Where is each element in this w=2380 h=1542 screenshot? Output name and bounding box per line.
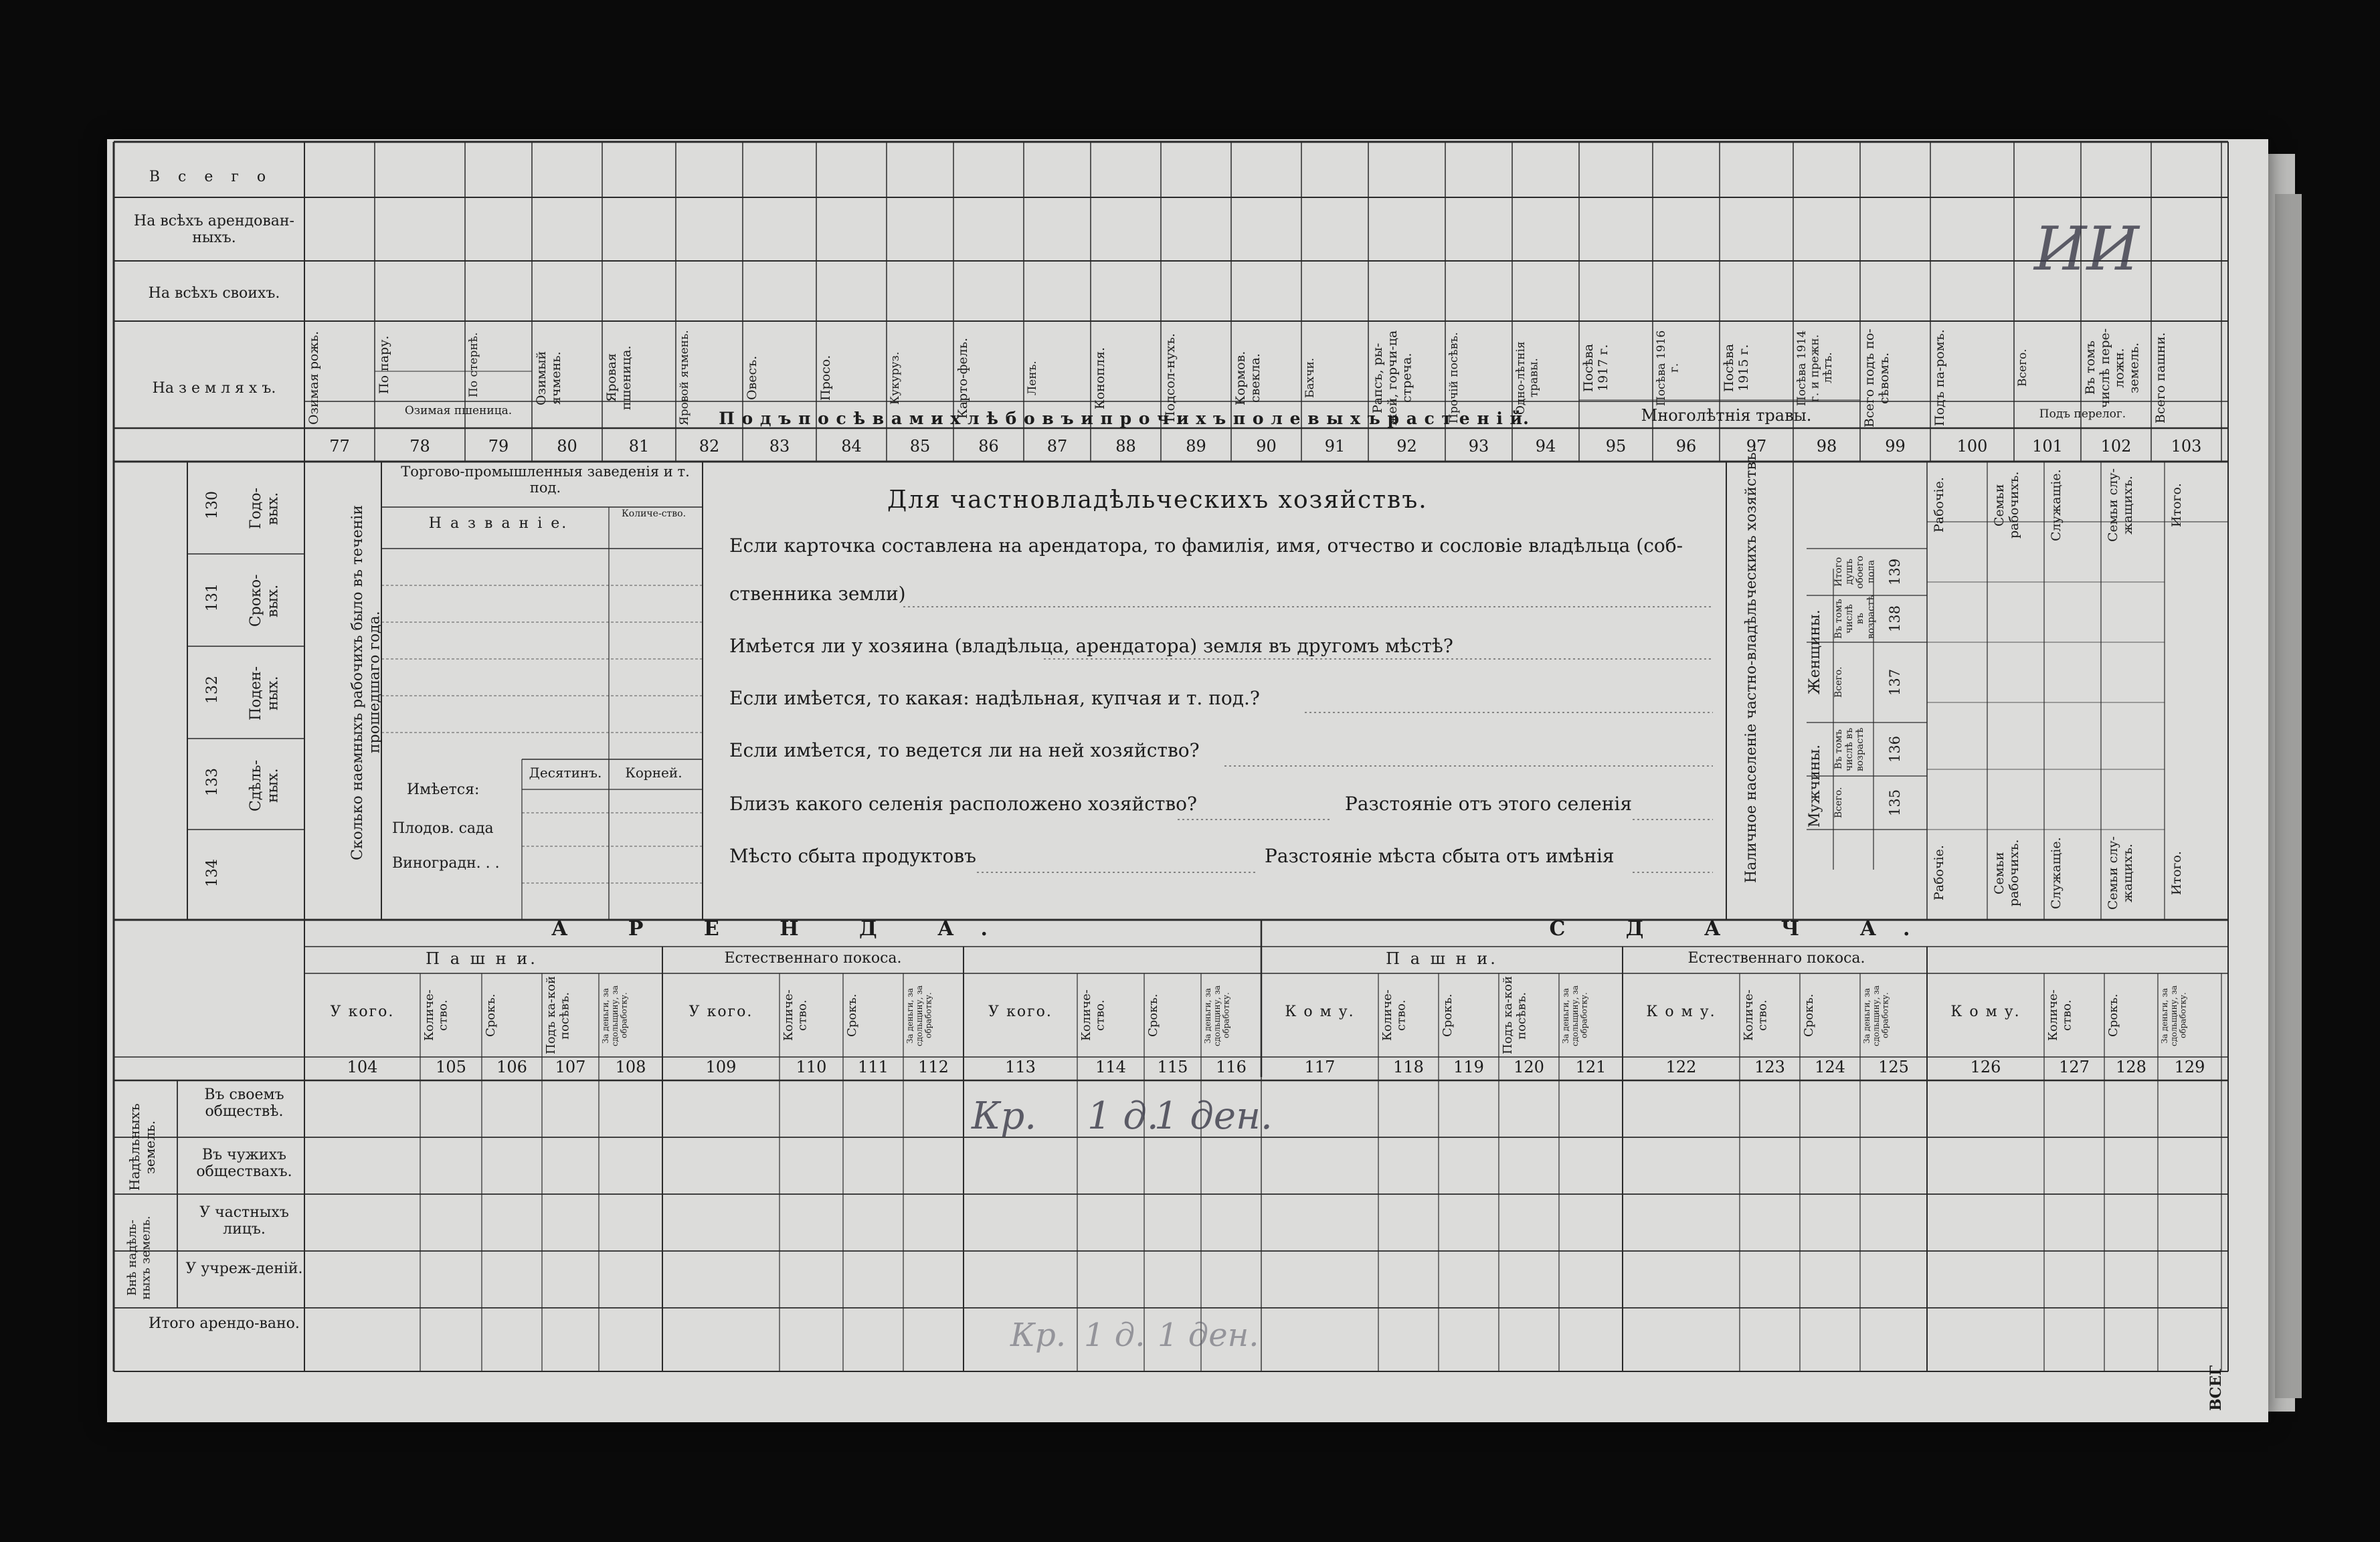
crop-number-78: 78 [409, 437, 430, 456]
workers-label-133: Сдѣль-ных. [248, 759, 282, 811]
question-other-land: Имѣется ли у хозяина (владѣльца, арендатора) земля въ другомъ мѣстѣ? [729, 635, 1453, 657]
crop-header-82: Яровой ячмень. [678, 330, 691, 426]
sdacha-header-127: Количе-ство. [2046, 989, 2074, 1042]
workers-number-134: 134 [204, 859, 221, 887]
sdacha-pokos: Естественнаго покоса. [1687, 950, 1865, 967]
question-owner-cont: ственника земли) [729, 583, 906, 605]
arenda-number-105: 105 [436, 1058, 466, 1076]
handwritten-total-term: 1 ден. [1158, 1317, 1259, 1354]
arenda-header-104: У кого. [330, 1003, 395, 1020]
handwritten-total-qty: 1 д. [1084, 1317, 1146, 1354]
crop-number-87: 87 [1046, 437, 1068, 456]
ozimaya-pshenitsa-label: Озимая пшеница. [404, 404, 513, 417]
sdacha-number-126: 126 [1970, 1058, 2001, 1076]
handwritten-corner-mark: ИИ [2034, 214, 2139, 284]
crop-number-80: 80 [557, 437, 577, 456]
sdacha-header-119: Срокъ. [1441, 993, 1455, 1038]
crop-number-83: 83 [769, 437, 790, 456]
crop-header-86: Карто-фель. [955, 337, 970, 419]
crop-header-87: Ленъ. [1026, 361, 1039, 395]
handwritten-term: 1 ден. [1154, 1094, 1273, 1138]
crop-header-77: Озимая рожь. [306, 330, 321, 425]
arenda-header-106: Срокъ. [484, 993, 498, 1038]
imeetsya-label: Имѣется: [407, 781, 480, 798]
arenda-number-115: 115 [1157, 1058, 1188, 1076]
population-top-col-2: Служащiе. [2049, 469, 2064, 541]
sdacha-number-120: 120 [1514, 1058, 1544, 1076]
korney-col: Корней. [625, 765, 682, 781]
population-number-138: 138 [1887, 605, 1903, 633]
arenda-header-110: Количе-ство. [782, 989, 810, 1042]
sdacha-number-129: 129 [2174, 1058, 2205, 1076]
question-distance-village: Разстоянiе отъ этого селенiя [1345, 793, 1632, 815]
crop-header-83: Овесъ. [745, 355, 759, 401]
population-number-136: 136 [1887, 735, 1903, 763]
mnogoletnie-label: Многолѣтнiя травы. [1641, 406, 1812, 425]
population-label-139: Итого душъ обоего пола [1833, 555, 1877, 589]
arenda-number-108: 108 [615, 1058, 646, 1076]
crop-header-91: Бахчи. [1303, 357, 1317, 399]
pod-perelog-label: Подъ перелог. [2039, 407, 2126, 421]
crop-number-77: 77 [329, 437, 350, 456]
workers-number-130: 130 [204, 491, 221, 519]
crop-number-84: 84 [841, 437, 862, 456]
row-svoem: Въ своемъ обществѣ. [204, 1086, 284, 1121]
arenda-number-111: 111 [858, 1058, 889, 1076]
arenda-number-110: 110 [796, 1058, 827, 1076]
population-bottom-col-3: Семьи слу-жащихъ. [2106, 836, 2135, 910]
arenda-number-114: 114 [1095, 1058, 1126, 1076]
crop-header-80: Озимый ячмень. [534, 351, 563, 405]
sdacha-header-117: К о м у. [1285, 1003, 1355, 1020]
question-owner: Если карточка составлена на арендатора, то фамилiя, имя, отчество и сословiе владѣльца (соб- [729, 535, 1683, 557]
crop-number-101: 101 [2032, 437, 2063, 456]
sdacha-number-119: 119 [1453, 1058, 1484, 1076]
crop-header-103: Всего пашни. [2153, 332, 2168, 424]
vnenadel-label: Внѣ надѣль-ныхъ земель. [125, 1216, 153, 1300]
crop-header-95: Посѣва 1917 г. [1581, 343, 1611, 393]
population-bottom-col-0: Рабочiе. [1932, 845, 1946, 901]
crop-header-97: Посѣва 1915 г. [1722, 343, 1751, 393]
row-uchrezh: У учреж-денiй. [185, 1260, 303, 1277]
population-label-135: Всего. [1833, 787, 1844, 819]
workers-label-130: Годо-вых. [248, 487, 282, 530]
crop-header-101: Всего. [2016, 349, 2029, 387]
arenda-header-107: Подъ ка-кой посѣвъ. [544, 976, 572, 1055]
sdacha-header-118: Количе-ство. [1380, 989, 1408, 1042]
crop-header-81: Яровая пшеница. [604, 345, 634, 411]
women-label: Женщины. [1807, 609, 1823, 695]
population-title: Наличное населенiе частно-владѣльческихъ хозяйствъ. [1743, 448, 1760, 883]
trade-title: Торгово-промышленныя заведенiя и т. под. [401, 464, 690, 496]
crop-header-88: Конопля. [1093, 347, 1107, 409]
arenda-number-107: 107 [555, 1058, 586, 1076]
row-itogo: Итого арендо-вано. [149, 1315, 300, 1332]
sdacha-number-125: 125 [1878, 1058, 1909, 1076]
crop-header-78: По пару. [377, 335, 391, 394]
sdacha-number-117: 117 [1304, 1058, 1336, 1076]
sdacha-number-128: 128 [2116, 1058, 2146, 1076]
row-label-arend: На всѣхъ арендован-ныхъ. [134, 213, 294, 247]
private-title: Для частновладѣльческихъ хозяйствъ. [887, 486, 1428, 514]
crop-header-79: По стернѣ. [467, 332, 480, 397]
crop-number-97: 97 [1746, 437, 1767, 456]
men-label: Мужчины. [1807, 744, 1823, 828]
sdacha-number-127: 127 [2059, 1058, 2090, 1076]
crop-header-92: Рапсъ, ры-жей, горчи-ца стреча. [1370, 330, 1414, 426]
population-bottom-col-2: Служащiе. [2049, 837, 2064, 909]
population-label-138: Въ томъ числѣ въ возрастѣ [1833, 595, 1877, 639]
crop-number-89: 89 [1186, 437, 1206, 456]
sdacha-header-129: За деньги, за сдольщину, за обработку. [2160, 985, 2188, 1046]
crop-header-85: Кукуруз. [889, 351, 902, 405]
population-number-139: 139 [1887, 558, 1903, 586]
row-label-vsego: В с е г о [149, 169, 273, 185]
arenda-number-113: 113 [1005, 1058, 1036, 1076]
crop-number-92: 92 [1396, 437, 1417, 456]
sdacha-number-118: 118 [1393, 1058, 1424, 1076]
arenda-header-111: Срокъ. [845, 993, 859, 1038]
sdacha-header-125: За деньги, за сдольщину, за обработку. [1862, 985, 1890, 1046]
population-number-135: 135 [1887, 789, 1903, 817]
handwritten-total-kr: Кр. [1010, 1317, 1067, 1354]
crop-number-88: 88 [1115, 437, 1136, 456]
workers-number-133: 133 [204, 768, 221, 796]
question-village: Близъ какого селенiя расположено хозяйство? [729, 793, 1198, 815]
arenda-header-116: За деньги, за сдольщину, за обработку. [1203, 985, 1231, 1046]
workers-number-131: 131 [204, 583, 221, 611]
crop-number-95: 95 [1605, 437, 1627, 456]
crop-header-102: Въ томъ числѣ пере-ложн. земель. [2083, 328, 2142, 408]
sdacha-header-122: К о м у. [1646, 1003, 1716, 1020]
sdacha-header-128: Срокъ. [2106, 993, 2120, 1038]
handwritten-qty: 1 д. [1087, 1094, 1159, 1138]
sdacha-pashni: П а ш н и. [1386, 949, 1498, 968]
question-distance-market: Разстоянiе мѣста сбыта отъ имѣнiя [1265, 845, 1615, 867]
population-label-136: Въ томъ числѣ въ возрастѣ [1833, 727, 1866, 771]
crop-number-82: 82 [699, 437, 720, 456]
arenda-header-114: Количе-ство. [1079, 989, 1107, 1042]
crop-header-98: Посѣва 1914 г. и прежн. лѣтъ. [1795, 330, 1835, 406]
handwritten-kr: Кр. [972, 1094, 1036, 1138]
arenda-title: А Р Е Н Д А. [551, 917, 1014, 941]
crop-number-85: 85 [909, 437, 931, 456]
arenda-header-115: Срокъ. [1146, 993, 1160, 1038]
row-label-na-zemlyakh: На з е м л я х ъ. [152, 380, 276, 397]
sdacha-header-126: К о м у. [1950, 1003, 2021, 1020]
population-bottom-col-1: Семьи рабочихъ. [1992, 839, 2021, 907]
population-number-137: 137 [1887, 668, 1903, 696]
population-top-col-3: Семьи слу-жащихъ. [2106, 468, 2135, 542]
arenda-pashni: П а ш н и. [426, 949, 538, 968]
pod-posevami-band: П о д ъ п о с ѣ в а м и х л ѣ б о в ъ и п р о ч и х ъ п о л е в ы х ъ р а с т е н i й. [719, 409, 1530, 428]
sdacha-number-123: 123 [1754, 1058, 1785, 1076]
crop-number-96: 96 [1675, 437, 1697, 456]
crop-header-93: Прочiй посѣвъ. [1447, 332, 1461, 424]
arenda-number-116: 116 [1216, 1058, 1247, 1076]
crop-number-90: 90 [1256, 437, 1277, 456]
vinograd-label: Виноградн. . . [392, 855, 500, 872]
crop-number-94: 94 [1535, 437, 1556, 456]
sdacha-title: С Д А Ч А. [1549, 917, 1937, 941]
question-market: Мѣсто сбыта продуктовъ [729, 845, 976, 867]
row-label-svoikh: На всѣхъ своихъ. [148, 285, 280, 302]
crop-header-100: Подъ па-ромъ. [1932, 329, 1947, 427]
question-farming: Если имѣется, то ведется ли на ней хозяйство? [729, 739, 1200, 761]
nadelnykh-label: Надѣльныхъ земель. [126, 1103, 158, 1191]
arenda-number-106: 106 [496, 1058, 527, 1076]
population-top-col-0: Рабочiе. [1932, 477, 1946, 533]
row-chastnykh: У частныхъ лицъ. [199, 1204, 289, 1238]
question-land-type: Если имѣется, то какая: надѣльная, купчая и т. под.? [729, 687, 1260, 709]
crop-header-96: Посѣва 1916 г. [1655, 330, 1681, 406]
workers-label-132: Поден-ных. [248, 666, 282, 720]
arenda-number-104: 104 [347, 1058, 378, 1076]
population-label-137: Всего. [1833, 666, 1844, 698]
sdacha-header-124: Срокъ. [1802, 993, 1816, 1038]
workers-number-132: 132 [204, 676, 221, 704]
crop-number-81: 81 [628, 437, 650, 456]
arenda-pokos: Естественнаго покоса. [724, 950, 902, 967]
arenda-header-112: За деньги, за сдольщину, за обработку. [905, 985, 933, 1046]
crop-number-99: 99 [1885, 437, 1906, 456]
arenda-header-113: У кого. [988, 1003, 1052, 1020]
arenda-header-105: Количе-ство. [422, 989, 450, 1042]
crop-number-86: 86 [978, 437, 999, 456]
crop-number-103: 103 [2171, 437, 2202, 456]
edge-text: ВСЕГ [2207, 1365, 2225, 1412]
crop-number-91: 91 [1324, 437, 1346, 456]
crop-header-89: Подсол-нухъ. [1163, 333, 1178, 423]
sdacha-header-121: За деньги, за сдольщину, за обработку. [1561, 985, 1589, 1046]
crop-number-98: 98 [1816, 437, 1837, 456]
crop-header-84: Просо. [818, 355, 833, 401]
sdacha-header-123: Количе-ство. [1742, 989, 1770, 1042]
crop-number-102: 102 [2100, 437, 2132, 456]
sdacha-number-122: 122 [1665, 1058, 1697, 1076]
population-top-col-1: Семьи рабочихъ. [1992, 471, 2021, 539]
arenda-header-109: У кого. [689, 1003, 753, 1020]
row-chuzhikh: Въ чужихъ обществахъ. [196, 1147, 292, 1181]
crop-number-100: 100 [1956, 437, 1988, 456]
sdacha-header-120: Подъ ка-кой посѣвъ. [1501, 976, 1529, 1055]
population-top-col-4: Итого. [2169, 483, 2184, 527]
crop-header-99: Всего подъ по-сѣвомъ. [1862, 328, 1892, 427]
desyatin-col: Десятинъ. [529, 765, 602, 781]
trade-name-col: Н а з в а н i е. [428, 515, 569, 532]
hired-workers-label: Сколько наемныхъ рабочихъ было въ теченiи прошедшаго года. [349, 504, 383, 860]
crop-number-93: 93 [1468, 437, 1489, 456]
crop-header-90: Кормов. свекла. [1233, 351, 1263, 405]
sdacha-number-124: 124 [1815, 1058, 1845, 1076]
crop-header-94: Одно-лѣтнiя травы. [1514, 341, 1541, 415]
trade-qty-col: Количе-ство. [621, 508, 686, 519]
arenda-number-109: 109 [705, 1058, 737, 1076]
population-bottom-col-4: Итого. [2169, 851, 2184, 895]
sdacha-number-121: 121 [1575, 1058, 1607, 1076]
arenda-header-108: За деньги, за сдольщину, за обработку. [601, 985, 629, 1046]
plodov-sada-label: Плодов. сада [392, 820, 494, 837]
arenda-number-112: 112 [918, 1058, 949, 1076]
workers-label-131: Сроко-вых. [248, 574, 282, 628]
crop-number-79: 79 [488, 437, 509, 456]
